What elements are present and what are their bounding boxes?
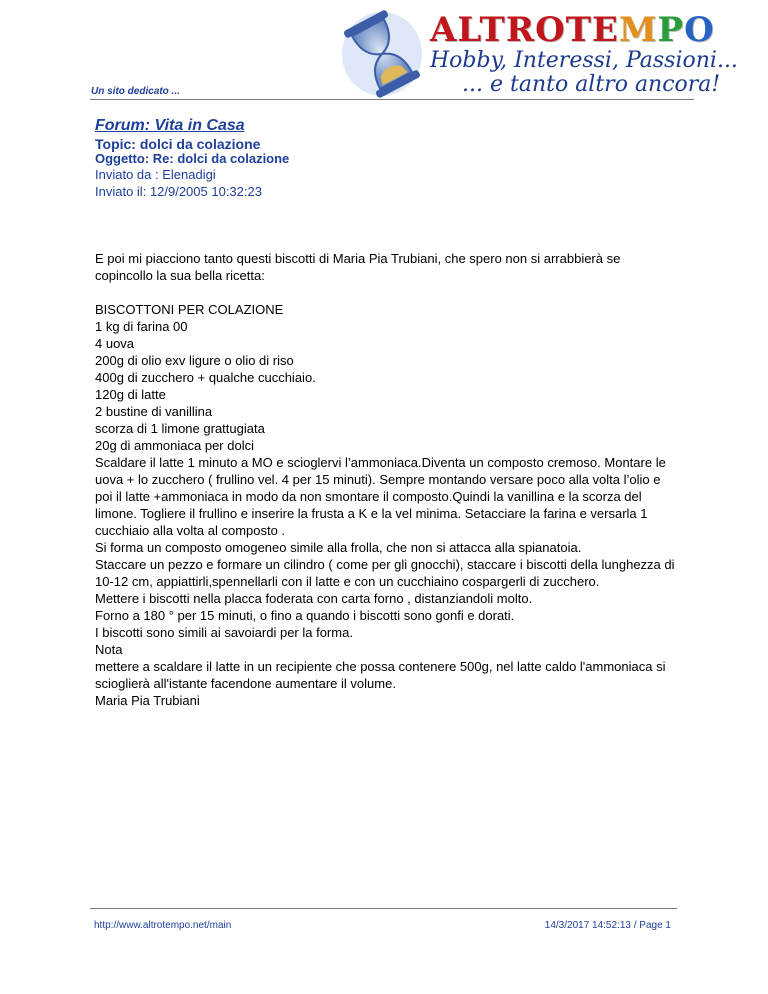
recipe-line: Staccare un pezzo e formare un cilindro ( come per gli gnocchi), staccare i biscotti della lunghezza di xyxy=(95,557,675,572)
recipe-line: 400g di zucchero + qualche cucchiaio. xyxy=(95,370,316,385)
site-tagline: Un sito dedicato ... xyxy=(91,86,180,97)
hourglass-icon xyxy=(330,4,430,100)
altrotempo-logo[interactable] xyxy=(330,4,738,100)
recipe-line: Forno a 180 ° per 15 minuti, o fino a quando i biscotti sono gonfi e dorati. xyxy=(95,608,515,623)
header-divider xyxy=(90,99,694,100)
recipe-line: poi il latte +ammoniaca in modo da non smontare il composto.Quindi la vanillina e la scorza del xyxy=(95,489,642,504)
logo-wordmark xyxy=(430,10,715,50)
recipe-line: mettere a scaldare il latte in un recipiente che possa contenere 500g, nel latte caldo l'ammoniaca si xyxy=(95,659,666,674)
post-body xyxy=(95,250,685,709)
recipe-line: Scaldare il latte 1 minuto a MO e scioglervi l’ammoniaca.Diventa un composto cremoso. Montare le xyxy=(95,455,666,470)
recipe-signature: Maria Pia Trubiani xyxy=(95,693,200,708)
recipe-line: 20g di ammoniaca per dolci xyxy=(95,438,254,453)
recipe-line: 4 uova xyxy=(95,336,135,351)
recipe-line: Mettere i biscotti nella placca foderata con carta forno , distanziandoli molto. xyxy=(95,591,533,606)
topic-title: Topic: dolci da colazione xyxy=(95,136,261,152)
intro-line: copincollo la sua bella ricetta: xyxy=(95,268,265,283)
footer-divider xyxy=(90,908,677,909)
recipe-line: 2 bustine di vanillina xyxy=(95,404,213,419)
recipe-line: 120g di latte xyxy=(95,387,166,402)
logo-word-part-2: M xyxy=(618,10,658,50)
recipe-title: BISCOTTONI PER COLAZIONE xyxy=(95,302,284,317)
recipe-line: 10-12 cm, appiattirli,spennellarli con il latte e con un cucchiaino cospargerli di zucchero. xyxy=(95,574,600,589)
logo-subtitle-1: Hobby, Interessi, Passioni... xyxy=(430,48,738,73)
recipe-line: limone. Togliere il frullino e inserire la frusta a K e la vel minima. Setacciare la farina e versarla 1 xyxy=(95,506,648,521)
recipe-line: uova + lo zucchero ( frullino vel. 4 per 15 minuti). Sempre montando versare poco alla volta l’olio e xyxy=(95,472,661,487)
post-subject: Oggetto: Re: dolci da colazione xyxy=(95,151,290,166)
post-author: Inviato da : Elenadigi xyxy=(95,167,216,182)
recipe-line: scorza di 1 limone grattugiata xyxy=(95,421,265,436)
recipe-line: cucchiaio alla volta al composto . xyxy=(95,523,286,538)
recipe-line: 200g di olio exv ligure o olio di riso xyxy=(95,353,294,368)
footer-url-link[interactable]: http://www.altrotempo.net/main xyxy=(94,920,232,931)
recipe-line: Si forma un composto omogeneo simile alla frolla, che non si attacca alla spianatoia. xyxy=(95,540,582,555)
recipe-line: 1 kg di farina 00 xyxy=(95,319,188,334)
forum-title-link[interactable]: Forum: Vita in Casa xyxy=(95,117,245,134)
logo-subtitle-2: ... e tanto altro ancora! xyxy=(462,72,721,97)
recipe-line: Nota xyxy=(95,642,123,657)
logo-word-part-4: O xyxy=(684,10,715,50)
recipe-line: scioglierà all'istante facendone aumentare il volume. xyxy=(95,676,396,691)
post-date: Inviato il: 12/9/2005 10:32:23 xyxy=(95,184,262,199)
logo-word-part-3: P xyxy=(657,10,685,50)
recipe-line: I biscotti sono simili ai savoiardi per la forma. xyxy=(95,625,353,640)
intro-line: E poi mi piacciono tanto questi biscotti di Maria Pia Trubiani, che spero non si arrabbierà se xyxy=(95,251,621,266)
footer-page-info: 14/3/2017 14:52:13 / Page 1 xyxy=(544,920,671,931)
logo-word-part-1: ALTROTE xyxy=(430,10,619,50)
